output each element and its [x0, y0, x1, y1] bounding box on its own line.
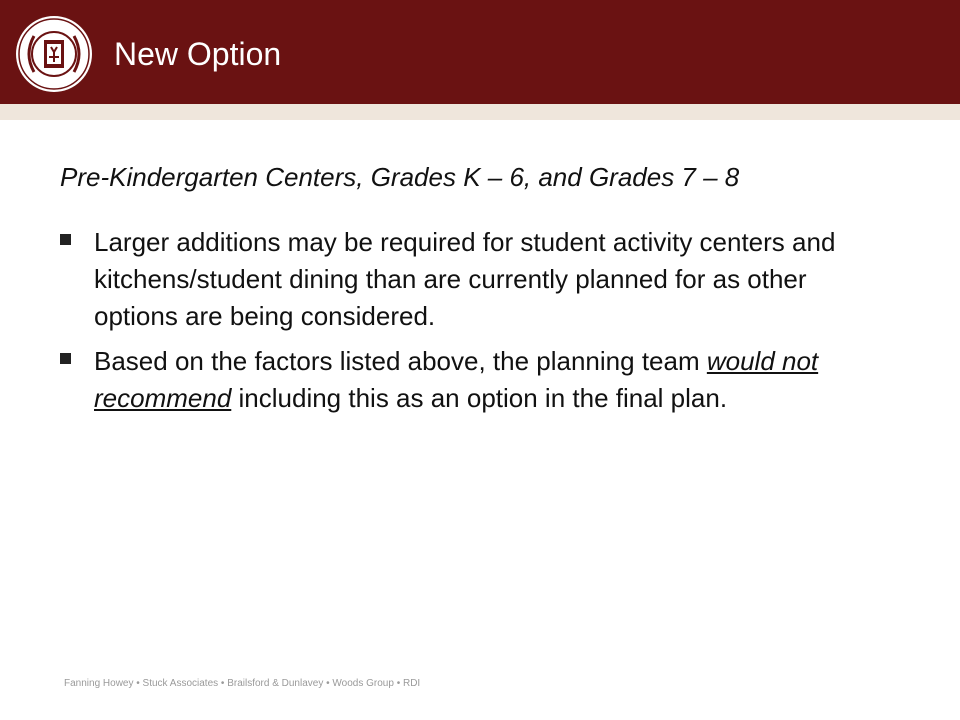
header-accent-band	[0, 104, 960, 120]
school-district-seal-icon	[14, 14, 94, 94]
bullet-item-2	[60, 343, 890, 417]
bullet-item-1	[60, 224, 890, 335]
square-bullet-icon	[60, 234, 71, 245]
square-bullet-icon	[60, 353, 71, 364]
bullet-list	[60, 224, 890, 425]
bullet-text-after: including this as an option in the final plan.	[231, 383, 728, 413]
slide-subtitle: Pre-Kindergarten Centers, Grades K – 6, and Grades 7 – 8	[60, 162, 740, 192]
bullet-text-before: Based on the factors listed above, the planning team	[94, 346, 707, 376]
bullet-emphasis: would not recommend	[94, 346, 819, 413]
bullet-text: Larger additions may be required for student activity centers and kitchens/student dining than are currently planned for as other options are being considered.	[94, 227, 836, 331]
slide-title: New Option	[114, 36, 282, 72]
slide-header	[0, 0, 960, 104]
footer-credits: Fanning Howey • Stuck Associates • Brailsford & Dunlavey • Woods Group • RDI	[64, 678, 421, 689]
